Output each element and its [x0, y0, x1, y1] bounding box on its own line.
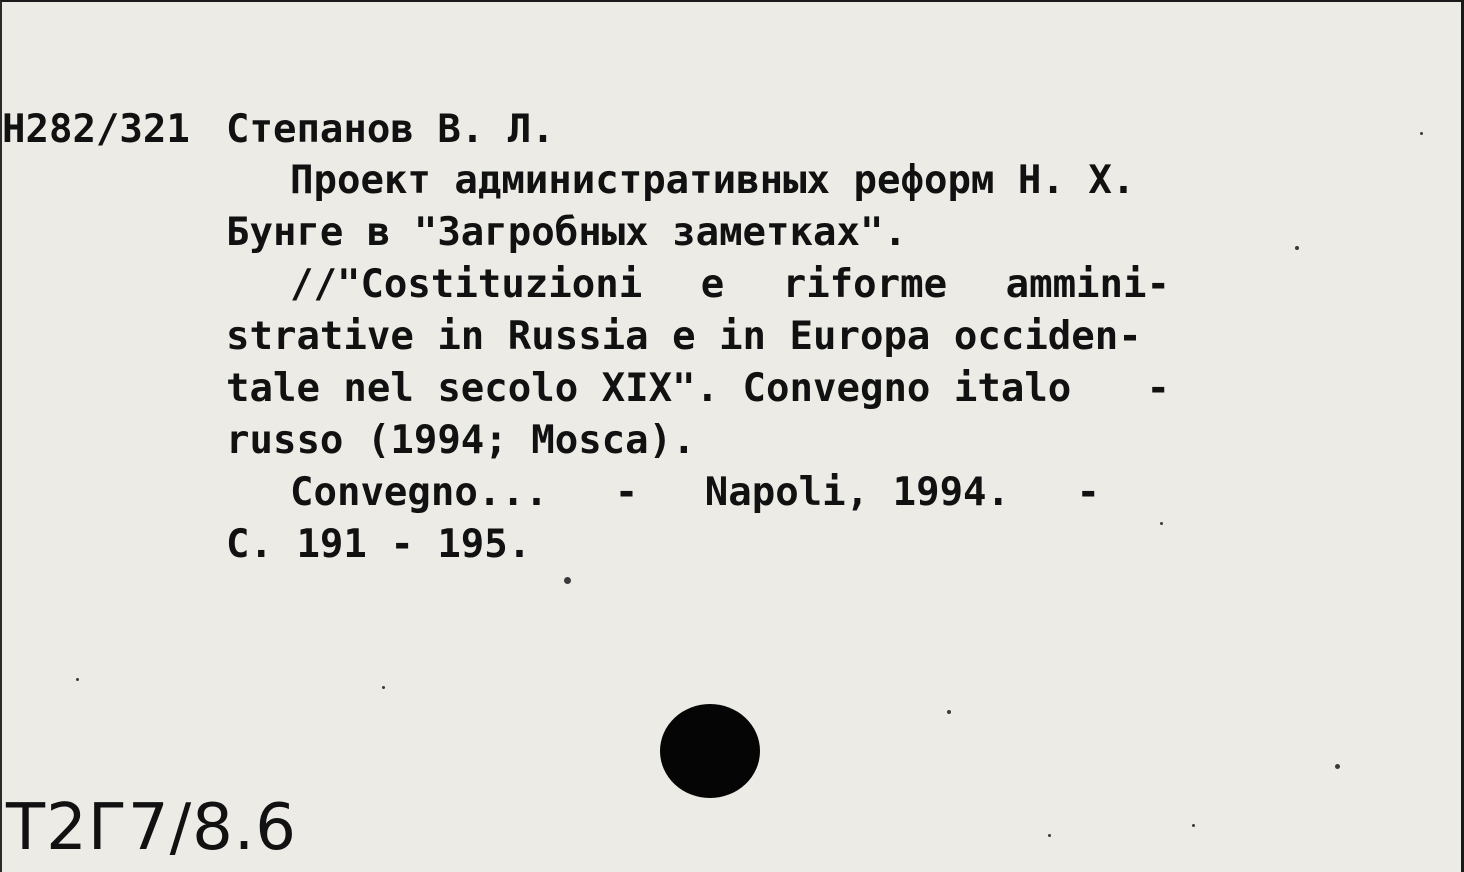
source-line: strative in Russia e in Europa occiden-	[226, 314, 1142, 359]
shelfmark: Н282/321	[2, 107, 190, 152]
imprint-part: -	[614, 470, 639, 515]
imprint-part: Napoli, 1994.	[704, 470, 1011, 515]
title-line: Бунге в "Загробных заметках".	[226, 210, 907, 255]
scan-speck	[76, 678, 79, 681]
source-line	[290, 262, 1170, 307]
source-word: e	[700, 262, 725, 307]
imprint-part: -	[1076, 470, 1100, 515]
source-dash: -	[1146, 366, 1170, 411]
title-line: Проект административных реформ Н. Х.	[290, 158, 1136, 203]
source-line	[226, 366, 1170, 411]
imprint-pages: С. 191 - 195.	[226, 522, 532, 567]
scan-speck	[1420, 132, 1423, 135]
handwritten-classification: Т2Г7/8.6	[6, 791, 297, 865]
source-line: russo (1994; Mosca).	[226, 418, 696, 463]
imprint-line	[290, 470, 1100, 515]
scan-speck	[382, 686, 385, 689]
scan-speck	[1048, 834, 1051, 837]
punched-hole	[660, 704, 760, 798]
source-word: ammini-	[1005, 262, 1170, 307]
source-text: tale nel secolo XIX". Convegno italo	[226, 366, 1072, 411]
imprint-part: Convegno...	[290, 470, 549, 515]
source-word: riforme	[782, 262, 948, 307]
author-heading: Степанов В. Л.	[226, 107, 555, 152]
scan-speck	[564, 577, 571, 584]
scan-speck	[1192, 824, 1195, 827]
source-word: //"Costituzioni	[290, 262, 643, 307]
scan-speck	[1295, 246, 1299, 250]
scan-speck	[1160, 522, 1163, 525]
scan-speck	[1335, 764, 1340, 769]
scan-speck	[947, 710, 951, 714]
